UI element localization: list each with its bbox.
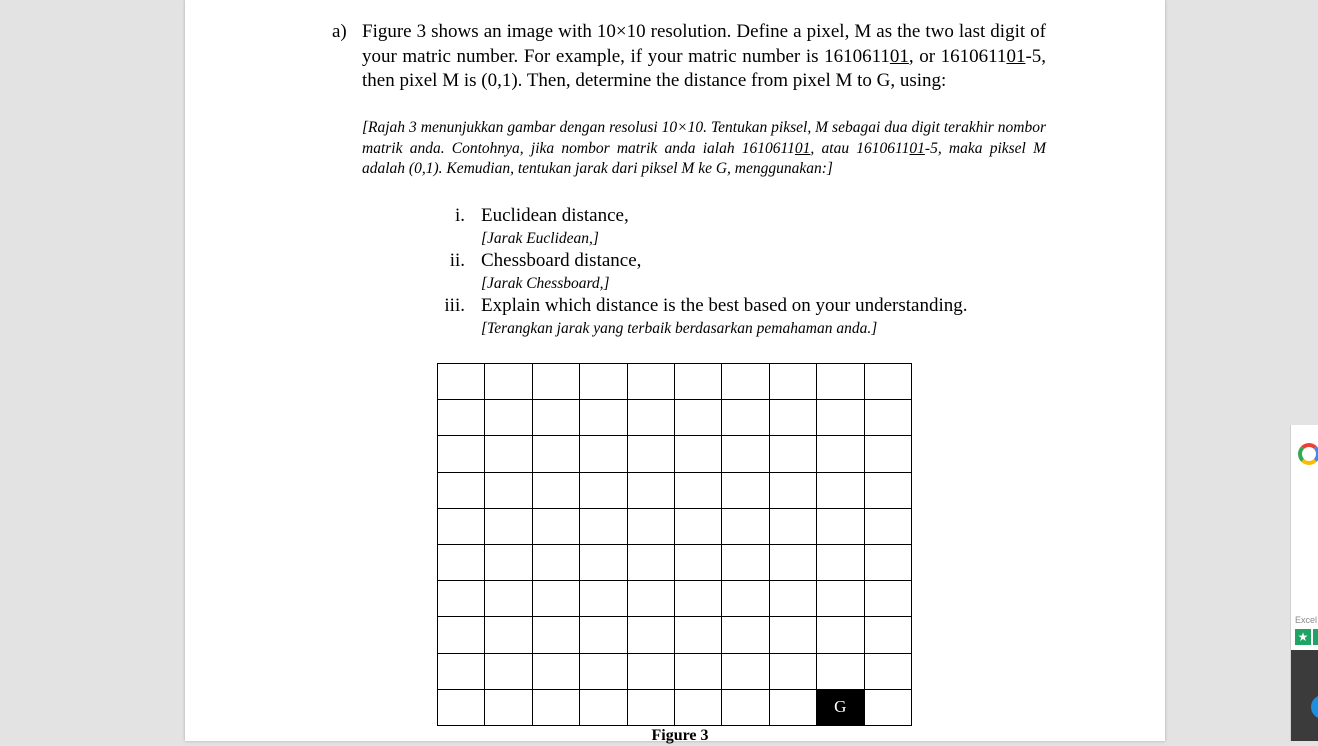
grid-cell <box>864 689 911 725</box>
item-translation: [Jarak Euclidean,] <box>481 230 599 247</box>
grid-cell <box>532 400 579 436</box>
pixel-grid <box>437 363 912 726</box>
grid-cell <box>817 472 864 508</box>
goal-pixel: G <box>817 689 864 725</box>
star-icon[interactable]: ★ <box>1295 629 1311 645</box>
grid-cell <box>532 689 579 725</box>
chrome-icon[interactable] <box>1298 443 1318 465</box>
grid-cell <box>580 508 627 544</box>
item-text: Explain which distance is the best based on your understanding. <box>481 295 968 316</box>
grid-row <box>438 544 912 580</box>
grid-cell <box>769 400 816 436</box>
grid-cell <box>485 400 532 436</box>
grid-cell <box>485 581 532 617</box>
grid-cell <box>864 364 911 400</box>
grid-cell <box>580 653 627 689</box>
grid-cell <box>438 544 485 580</box>
grid-cell <box>580 364 627 400</box>
grid-cell <box>532 617 579 653</box>
grid-cell <box>722 544 769 580</box>
grid-row <box>438 617 912 653</box>
grid-cell <box>627 364 674 400</box>
grid-cell <box>817 364 864 400</box>
grid-row <box>438 581 912 617</box>
side-panel <box>1290 425 1318 741</box>
grid-row <box>438 400 912 436</box>
grid-cell <box>627 581 674 617</box>
grid-cell <box>627 689 674 725</box>
grid-cell <box>627 653 674 689</box>
star-badge-edge <box>1313 629 1318 645</box>
grid-cell <box>722 400 769 436</box>
grid-cell <box>722 581 769 617</box>
grid-cell <box>722 689 769 725</box>
grid-cell <box>485 617 532 653</box>
grid-cell <box>580 436 627 472</box>
grid-cell <box>864 544 911 580</box>
grid-cell <box>485 472 532 508</box>
item-number: ii. <box>449 250 465 271</box>
grid-cell <box>438 400 485 436</box>
grid-cell <box>674 544 721 580</box>
grid-cell <box>674 472 721 508</box>
grid-cell <box>485 364 532 400</box>
item-text: Euclidean distance, <box>481 205 629 226</box>
grid-cell <box>817 544 864 580</box>
grid-cell <box>580 400 627 436</box>
grid-cell <box>769 364 816 400</box>
grid-cell <box>580 544 627 580</box>
grid-cell <box>722 653 769 689</box>
grid-cell <box>722 617 769 653</box>
item-number: i. <box>454 205 465 226</box>
grid-cell <box>864 581 911 617</box>
grid-cell <box>532 364 579 400</box>
grid-cell <box>769 617 816 653</box>
item-translation: [Terangkan jarak yang terbaik berdasarkan pemahaman anda.] <box>481 320 878 337</box>
grid-cell <box>769 544 816 580</box>
grid-cell <box>532 581 579 617</box>
grid-cell <box>627 436 674 472</box>
grid-cell <box>817 400 864 436</box>
grid-cell <box>627 617 674 653</box>
grid-cell <box>580 617 627 653</box>
grid-row <box>438 472 912 508</box>
grid-cell <box>485 653 532 689</box>
grid-cell <box>532 436 579 472</box>
grid-cell <box>864 436 911 472</box>
grid-cell <box>864 472 911 508</box>
grid-cell <box>769 508 816 544</box>
grid-cell <box>627 544 674 580</box>
grid-cell <box>864 653 911 689</box>
grid-row <box>438 364 912 400</box>
grid-cell <box>438 689 485 725</box>
grid-cell <box>769 436 816 472</box>
question-translation: [Rajah 3 menunjukkan gambar dengan resolusi 10×10. Tentukan piksel, M sebagai dua digit terakhir nombor matrik anda. Contohnya, jika nombor matrik anda ialah 161061101, atau 161061101-5, maka piksel M adalah (0,1). Kemudian, tentukan jarak dari piksel M ke G, menggunakan:] <box>362 119 1046 177</box>
grid-cell <box>769 472 816 508</box>
grid-cell <box>817 581 864 617</box>
grid-cell <box>817 508 864 544</box>
grid-cell <box>769 581 816 617</box>
item-number: iii. <box>444 295 465 316</box>
grid-cell <box>532 508 579 544</box>
grid-cell <box>580 472 627 508</box>
grid-cell <box>485 436 532 472</box>
grid-row <box>438 508 912 544</box>
grid-cell <box>438 653 485 689</box>
grid-cell <box>722 436 769 472</box>
grid-cell <box>532 472 579 508</box>
grid-row <box>438 436 912 472</box>
excel-label: Excel <box>1295 615 1318 625</box>
grid-cell <box>438 508 485 544</box>
grid-cell <box>674 617 721 653</box>
grid-cell <box>674 689 721 725</box>
grid-cell <box>627 472 674 508</box>
grid-cell <box>674 400 721 436</box>
grid-cell <box>769 653 816 689</box>
question-label: a) <box>332 21 347 42</box>
grid-cell <box>438 364 485 400</box>
figure-caption: Figure 3 <box>651 727 709 744</box>
grid-cell <box>627 400 674 436</box>
grid-cell <box>722 508 769 544</box>
grid-row <box>438 653 912 689</box>
grid-cell <box>674 436 721 472</box>
item-translation: [Jarak Chessboard,] <box>481 275 610 292</box>
grid-cell <box>580 581 627 617</box>
grid-cell <box>438 436 485 472</box>
question-text: Figure 3 shows an image with 10×10 resolution. Define a pixel, M as the two last digit of your matric number. For example, if your matric number is 161061101, or 161061101-5, then pixel M is (0,1). Then, determine the distance from pixel M to G, using: <box>362 21 1047 91</box>
grid-cell <box>817 436 864 472</box>
grid-cell <box>438 472 485 508</box>
grid-cell <box>532 544 579 580</box>
grid-cell <box>817 653 864 689</box>
grid-cell <box>769 689 816 725</box>
grid-cell <box>817 617 864 653</box>
dark-panel <box>1291 650 1318 741</box>
grid-cell <box>627 508 674 544</box>
grid-row <box>438 689 912 725</box>
grid-cell <box>580 689 627 725</box>
grid-cell <box>438 581 485 617</box>
item-text: Chessboard distance, <box>481 250 642 271</box>
grid-cell <box>485 689 532 725</box>
grid-cell <box>438 617 485 653</box>
grid-cell <box>864 617 911 653</box>
grid-cell <box>864 508 911 544</box>
grid-cell <box>674 653 721 689</box>
grid-cell <box>722 472 769 508</box>
grid-cell <box>674 508 721 544</box>
grid-cell <box>532 653 579 689</box>
grid-cell <box>674 364 721 400</box>
document-page <box>185 0 1165 744</box>
grid-cell <box>674 581 721 617</box>
grid-cell <box>864 400 911 436</box>
grid-cell <box>722 364 769 400</box>
grid-cell <box>485 508 532 544</box>
grid-cell <box>485 544 532 580</box>
